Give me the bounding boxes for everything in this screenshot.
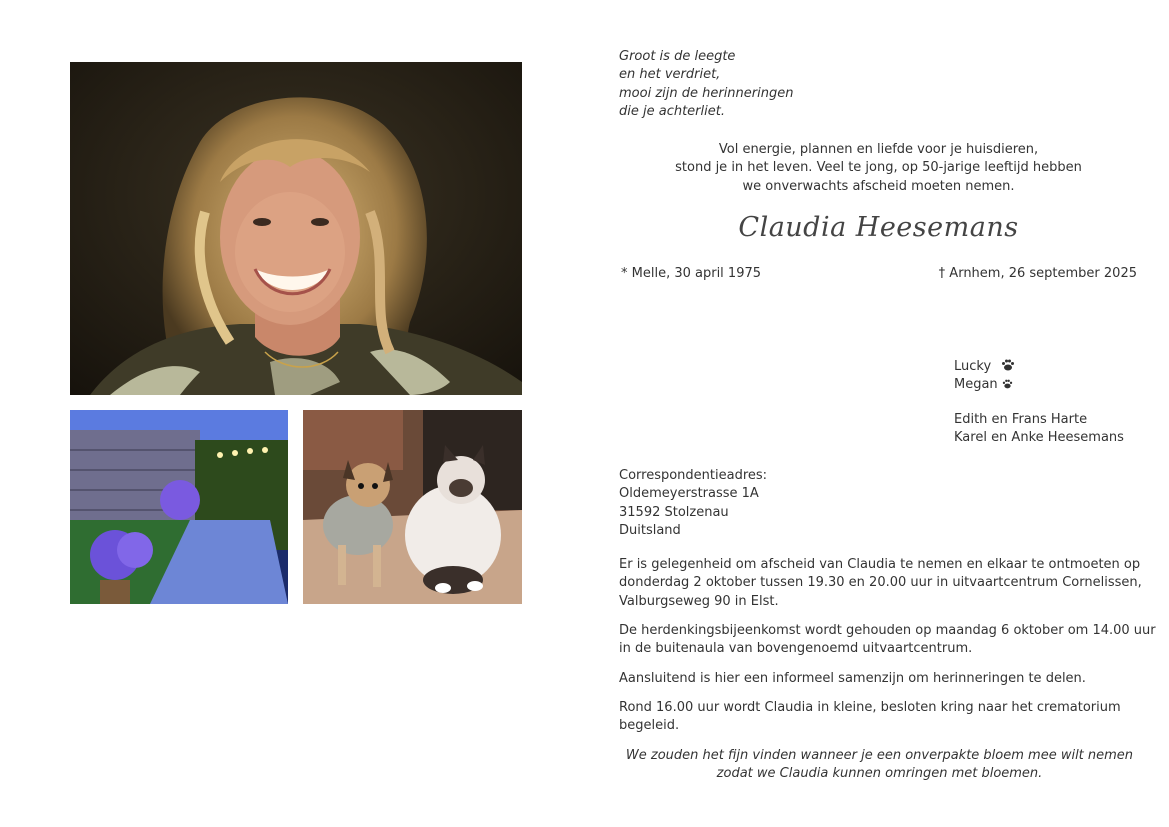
pet-name: Lucky <box>954 359 992 374</box>
paw-icon <box>1001 359 1015 371</box>
poem-line: die je achterliet. <box>619 104 725 120</box>
pet-item <box>954 358 1015 376</box>
family-item: Edith en Frans Harte <box>954 412 1088 427</box>
paragraph-gathering <box>619 670 1139 688</box>
paragraph-memorial <box>619 622 1156 659</box>
poem <box>619 48 793 122</box>
paragraph-line: Aansluitend is hier een informeel samenzijn om herinneringen te delen. <box>619 671 1086 686</box>
family-item: Karel en Anke Heesemans <box>954 430 1124 446</box>
address-line: 31592 Stolzenau <box>619 504 729 520</box>
address-line: Oldemeyerstrasse 1A <box>619 486 759 502</box>
intro-line: stond je in het leven. Veel te jong, op 50-jarige leeftijd hebben <box>675 160 1082 176</box>
paragraph-line: Rond 16.00 uur wordt Claudia in kleine, besloten kring naar het crematorium <box>619 700 1121 715</box>
paragraph-line: Er is gelegenheid om afscheid van Claudia te nemen en elkaar te ontmoeten op <box>619 557 1141 572</box>
paragraph-line: De herdenkingsbijeenkomst wordt gehouden op maandag 6 oktober om 14.00 uur <box>619 623 1156 638</box>
portrait-photo <box>70 62 522 395</box>
pet-name: Megan <box>954 377 998 393</box>
paragraph-line: Valburgseweg 90 in Elst. <box>619 593 779 609</box>
family-list <box>954 411 1124 448</box>
pets-photo <box>303 410 522 604</box>
paw-icon <box>1002 379 1013 389</box>
correspondence-address <box>619 467 767 541</box>
paragraph-line: donderdag 2 oktober tussen 19.30 en 20.00 uur in uitvaartcentrum Cornelissen, <box>619 575 1142 591</box>
death-date: † Arnhem, 26 september 2025 <box>938 266 1137 281</box>
paragraph-crematorium <box>619 699 1139 736</box>
closing-line: zodat we Claudia kunnen omringen met bloemen. <box>716 766 1043 782</box>
pets-list <box>954 358 1015 395</box>
address-label: Correspondentieadres: <box>619 468 768 483</box>
intro-line: Vol energie, plannen en liefde voor je huisdieren, <box>718 142 1039 157</box>
birth-date: * Melle, 30 april 1975 <box>621 266 762 281</box>
pet-item <box>954 376 1015 394</box>
deceased-name: Claudia Heesemans <box>738 212 1019 243</box>
paragraph-line: begeleid. <box>619 718 680 734</box>
paragraph-visitation <box>619 556 1142 611</box>
intro-text <box>620 141 1137 196</box>
garden-photo <box>70 410 288 604</box>
intro-line: we onverwachts afscheid moeten nemen. <box>742 178 1015 194</box>
poem-line: Groot is de leegte <box>619 49 736 64</box>
paragraph-line: in de buitenaula van bovengenoemd uitvaartcentrum. <box>619 641 973 657</box>
poem-line: en het verdriet, <box>619 67 721 83</box>
address-line: Duitsland <box>619 523 681 539</box>
closing-note <box>620 747 1139 784</box>
poem-line: mooi zijn de herinneringen <box>619 85 794 101</box>
closing-line: We zouden het fijn vinden wanneer je een onverpakte bloem mee wilt nemen <box>625 748 1134 763</box>
